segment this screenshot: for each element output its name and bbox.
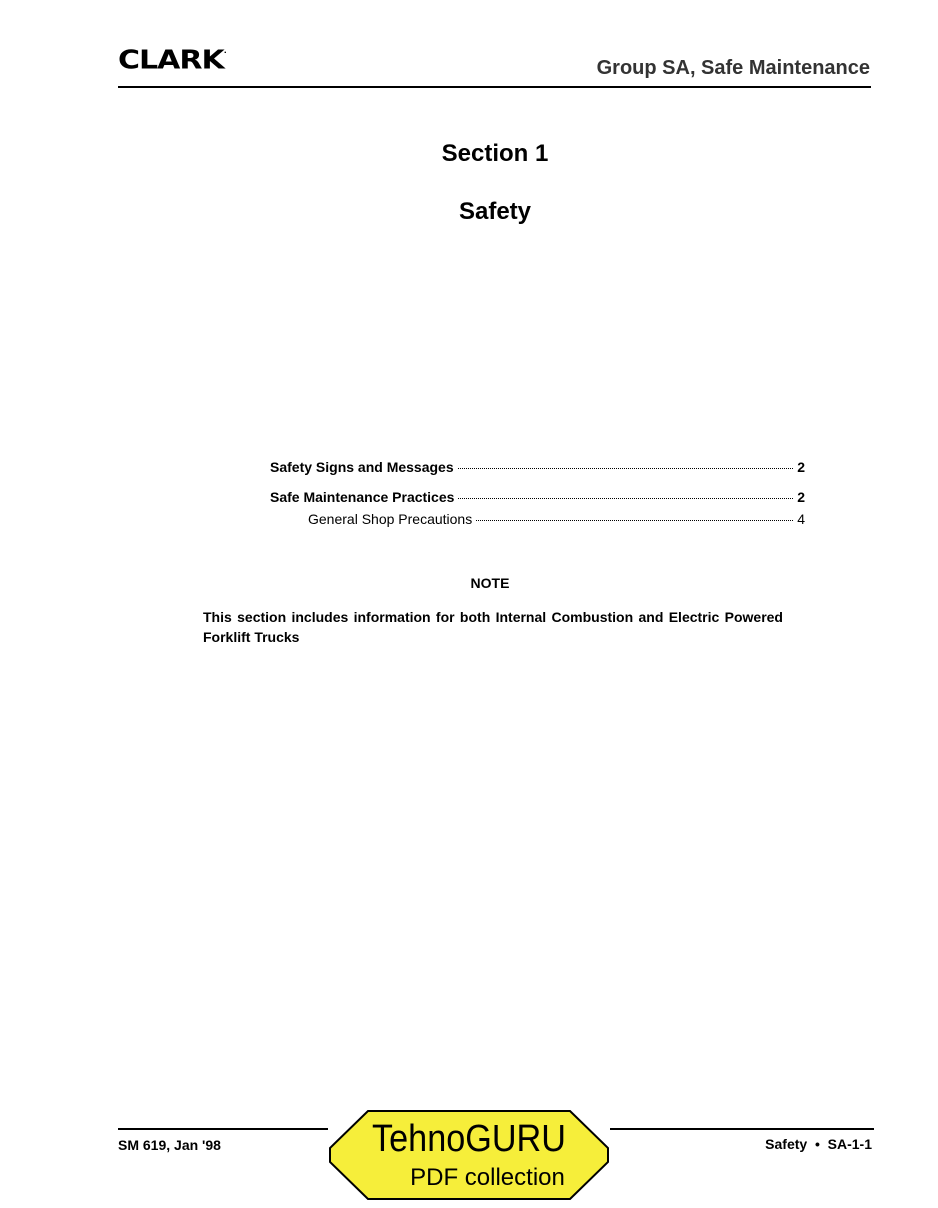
- footer-rule-left: [118, 1128, 328, 1130]
- toc-label: Safe Maintenance Practices: [270, 489, 455, 505]
- toc-leader-dots: [458, 468, 794, 469]
- footer-rule-right: [610, 1128, 874, 1130]
- toc-leader-dots: [476, 520, 793, 521]
- badge-title: TehnoGURU: [372, 1118, 566, 1160]
- clark-logo: CLARK.: [118, 45, 227, 76]
- toc-label: Safety Signs and Messages: [270, 459, 454, 475]
- toc-leader-dots: [458, 498, 793, 499]
- toc-page: 2: [797, 459, 805, 475]
- badge-subtitle: PDF collection: [410, 1164, 565, 1191]
- toc-page: 4: [797, 511, 805, 527]
- note-body: This section includes information for both Internal Combustion and Electric Powered Forklift Trucks: [203, 609, 783, 646]
- section-number: Section 1: [441, 140, 549, 167]
- toc-entry-safety-signs[interactable]: [270, 459, 805, 475]
- toc-entry-general-shop[interactable]: [308, 511, 805, 527]
- toc-page: 2: [797, 489, 805, 505]
- footer-page-id: Safety • SA-1-1: [765, 1136, 872, 1152]
- header-rule: [118, 86, 871, 88]
- group-title: Group SA, Safe Maintenance: [596, 57, 870, 79]
- section-title: Safety: [458, 198, 532, 225]
- footer-document-id: SM 619, Jan '98: [118, 1137, 221, 1153]
- toc-label: General Shop Precautions: [308, 511, 473, 527]
- note-title: NOTE: [470, 575, 510, 591]
- toc-entry-safe-maintenance[interactable]: [270, 489, 805, 505]
